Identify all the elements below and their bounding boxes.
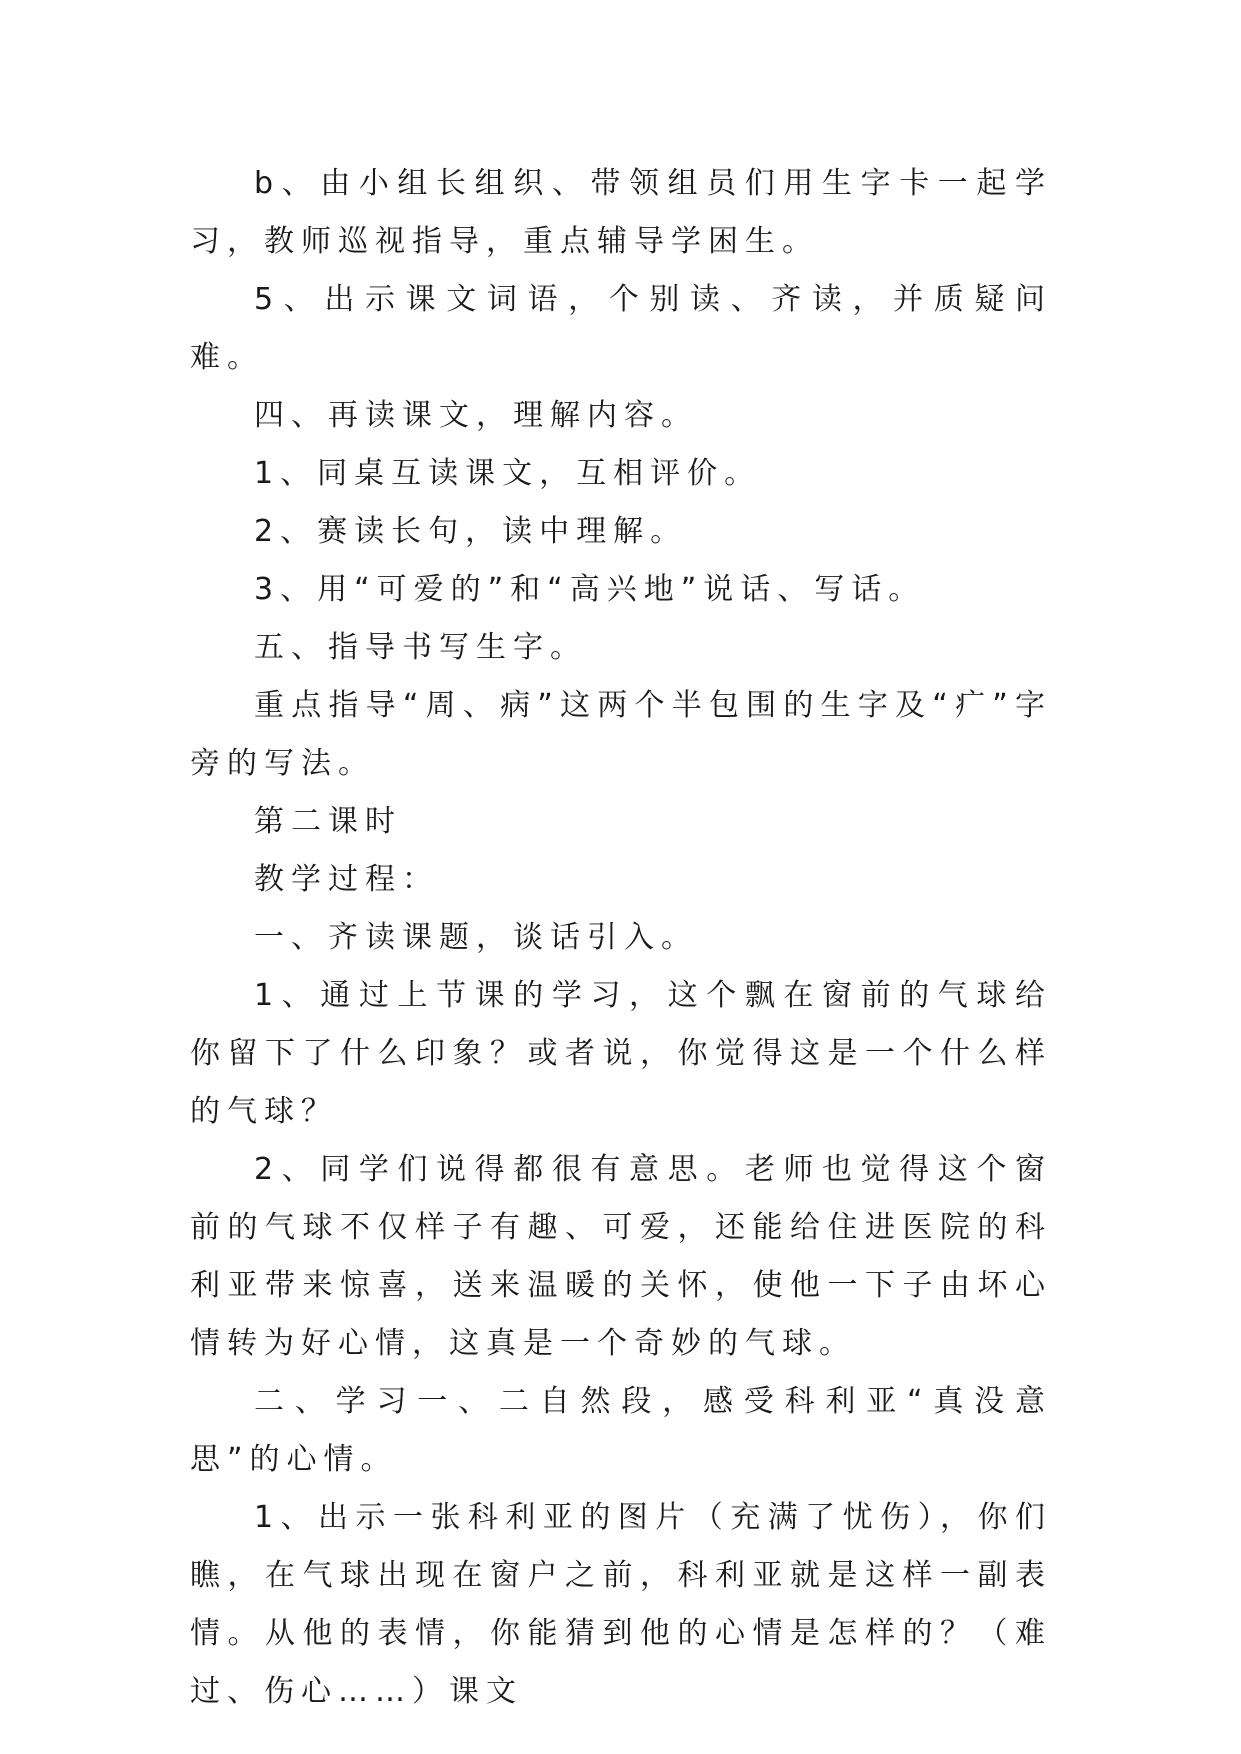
lesson-heading: 第二课时 <box>254 804 402 839</box>
paragraph: 3、用“可爱的”和“高兴地”说话、写话。 <box>254 572 926 607</box>
paragraph: b、由小组长组织、带领组员们用生字卡一起学习，教师巡视指导，重点辅导学困生。 <box>190 166 1052 259</box>
section-heading: 五、指导书写生字。 <box>254 630 587 665</box>
paragraph: 2、赛读长句，读中理解。 <box>254 514 688 549</box>
section-heading: 四、再读课文，理解内容。 <box>254 398 698 433</box>
subheading: 教学过程： <box>254 862 439 897</box>
paragraph: 1、出示一张科利亚的图片（充满了忧伤），你们瞧，在气球出现在窗户之前，科利亚就是这样一副表情。从他的表情，你能猜到他的心情是怎样的？（难过、伤心……）课文 <box>190 1500 1052 1709</box>
section-heading: 二、学习一、二自然段，感受科利亚“真没意思”的心情。 <box>190 1384 1052 1477</box>
paragraph: 2、同学们说得都很有意思。老师也觉得这个窗前的气球不仅样子有趣、可爱，还能给住进医院的科利亚带来惊喜，送来温暖的关怀，使他一下子由坏心情转为好心情，这真是一个奇妙的气球。 <box>190 1152 1052 1361</box>
paragraph: 1、同桌互读课文，互相评价。 <box>254 456 762 491</box>
section-heading: 一、齐读课题，谈话引入。 <box>254 920 698 955</box>
document-body <box>190 155 1052 1721</box>
paragraph: 1、通过上节课的学习，这个飘在窗前的气球给你留下了什么印象？或者说，你觉得这是一个什么样的气球？ <box>190 978 1052 1129</box>
paragraph: 重点指导“周、病”这两个半包围的生字及“疒”字旁的写法。 <box>190 688 1052 781</box>
paragraph: 5、出示课文词语，个别读、齐读，并质疑问难。 <box>190 282 1052 375</box>
